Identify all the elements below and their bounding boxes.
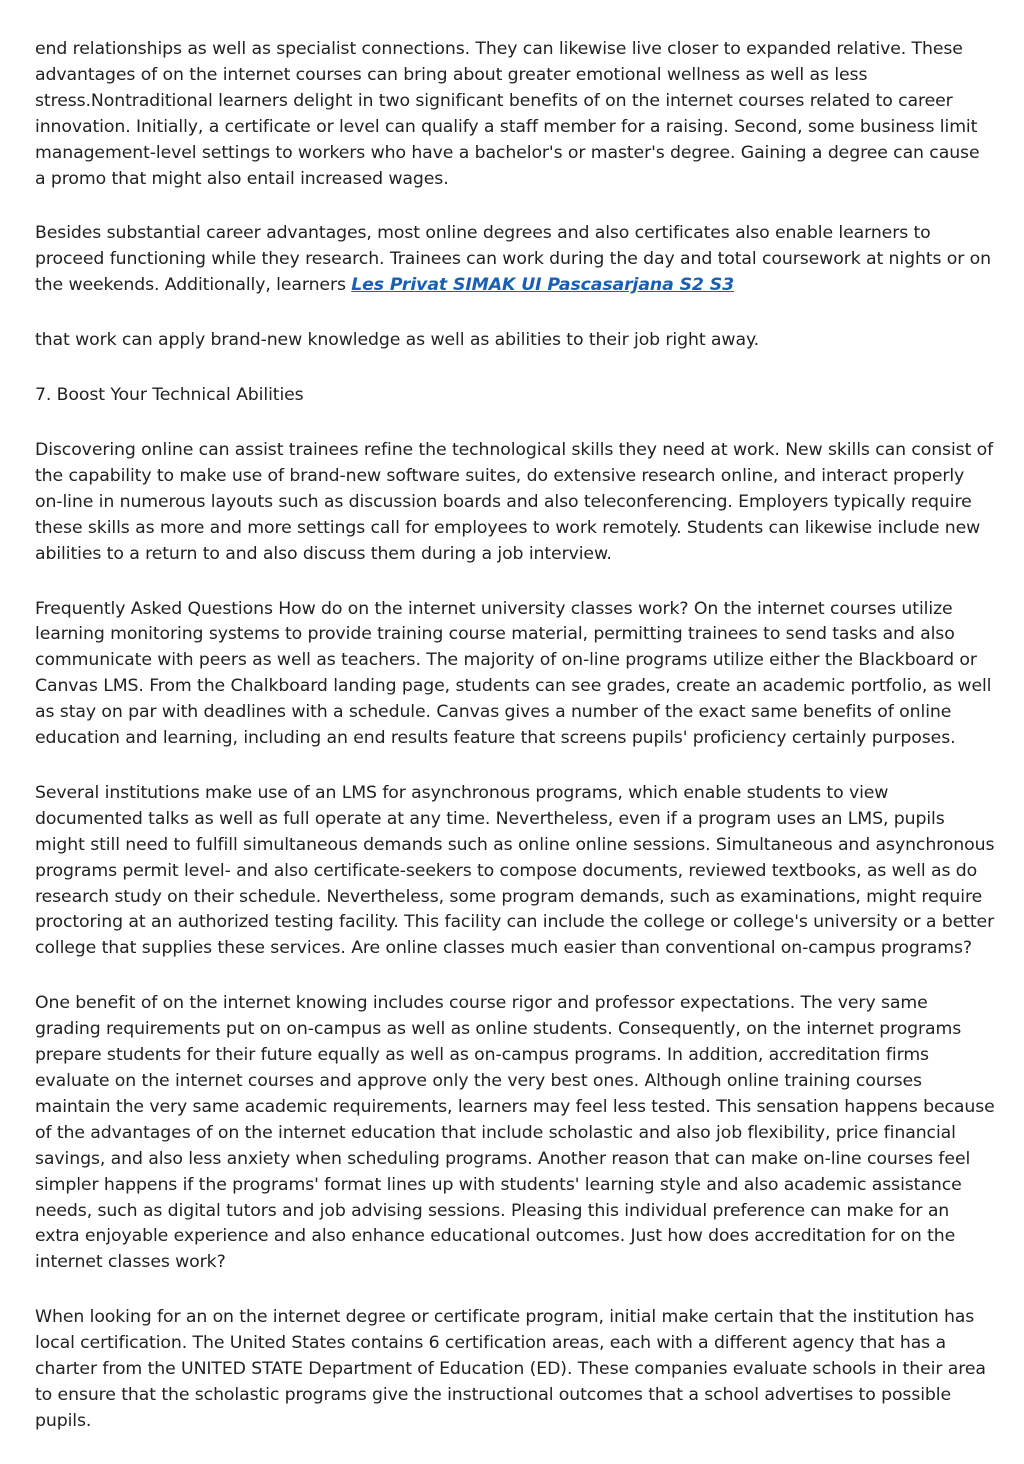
paragraph-career-benefits: end relationships as well as specialist connections. They can likewise live closer to expanded relative. These advantages of on the internet courses can bring about greater emotional wellness as well as less stress.Nontraditional learners delight in two significant benefits of on the internet courses related to career innovation. Initially, a certificate or level can qualify a staff member for a raising. Second, some business limit management-level settings to workers who have a bachelor's or master's degree. Gaining a degree can cause a promo that might also entail increased wages. <box>35 39 980 189</box>
paragraph-technological-skills: Discovering online can assist trainees refine the technological skills they need at work. New skills can consist of the capability to make use of brand-new software suites, do extensive research online, and interact properly on-line in numerous layouts such as discussion boards and also teleconferencing. Employers typically require these skills as more and more settings call for employees to work remotely. Students can likewise include new abilities to a return to and also discuss them during a job interview. <box>35 439 994 564</box>
document-body <box>35 37 995 1464</box>
paragraph-course-rigor: One benefit of on the internet knowing includes course rigor and professor expectations. The very same grading requirements put on on-campus as well as online students. Consequently, on the internet programs prepare students for their future equally as well as on-campus programs. In addition, accreditation firms evaluate on the internet courses and approve only the very best ones. Although online training courses maintain the very same academic requirements, learners may feel less tested. This sensation happens because of the advantages of on the internet education that include scholastic and also job flexibility, price financial savings, and also less anxiety when scheduling programs. Another reason that can make on-line courses feel simpler happens if the programs' format lines up with students' learning style and also academic assistance needs, such as digital tutors and job advising sessions. Pleasing this individual preference can make for an extra enjoyable experience and also enhance educational outcomes. Just how does accreditation for on the internet classes work? <box>35 993 995 1273</box>
paragraph-asynchronous-programs: Several institutions make use of an LMS for asynchronous programs, which enable students to view documented talks as well as full operate at any time. Nevertheless, even if a program uses an LMS, pupils might still need to fulfill simultaneous demands such as online online sessions. Simultaneous and asynchronous programs permit level- and also certificate-seekers to compose documents, reviewed textbooks, as well as do research study on their schedule. Nevertheless, some program demands, such as examinations, might require proctoring at an authorized testing facility. This facility can include the college or college's university or a better college that supplies these services. Are online classes much easier than conventional on-campus programs? <box>35 782 995 959</box>
paragraph-apply-knowledge: that work can apply brand-new knowledge as well as abilities to their job right away. <box>35 330 759 351</box>
section-heading-technical-abilities: 7. Boost Your Technical Abilities <box>35 385 304 406</box>
paragraph-work-while-studying <box>35 221 995 299</box>
paragraph-accreditation: When looking for an on the internet degree or certificate program, initial make certain that the institution has local certification. The United States contains 6 certification areas, each with a different agency that has a charter from the UNITED STATE Department of Education (ED). These companies evaluate schools in their area to ensure that the scholastic programs give the instructional outcomes that a school advertises to possible pupils. <box>35 1307 986 1431</box>
paragraph-text: Besides substantial career advantages, most online degrees and also certificates also enable learners to proceed functioning while they research. Trainees can work during the day and total coursework at nights or on the weekends. Additionally, learners <box>35 223 991 296</box>
paragraph-faq-lms: Frequently Asked Questions How do on the internet university classes work? On the internet courses utilize learning monitoring systems to provide training course material, permitting trainees to send tasks and also communicate with peers as well as teachers. The majority of on-line programs utilize either the Blackboard or Canvas LMS. From the Chalkboard landing page, students can see grades, create an academic portfolio, as well as stay on par with deadlines with a schedule. Canvas gives a number of the exact same benefits of online education and learning, including an end results feature that screens pupils' proficiency certainly purposes. <box>35 598 992 749</box>
les-privat-link[interactable]: Les Privat SIMAK UI Pascasarjana S2 S3 <box>351 275 735 296</box>
